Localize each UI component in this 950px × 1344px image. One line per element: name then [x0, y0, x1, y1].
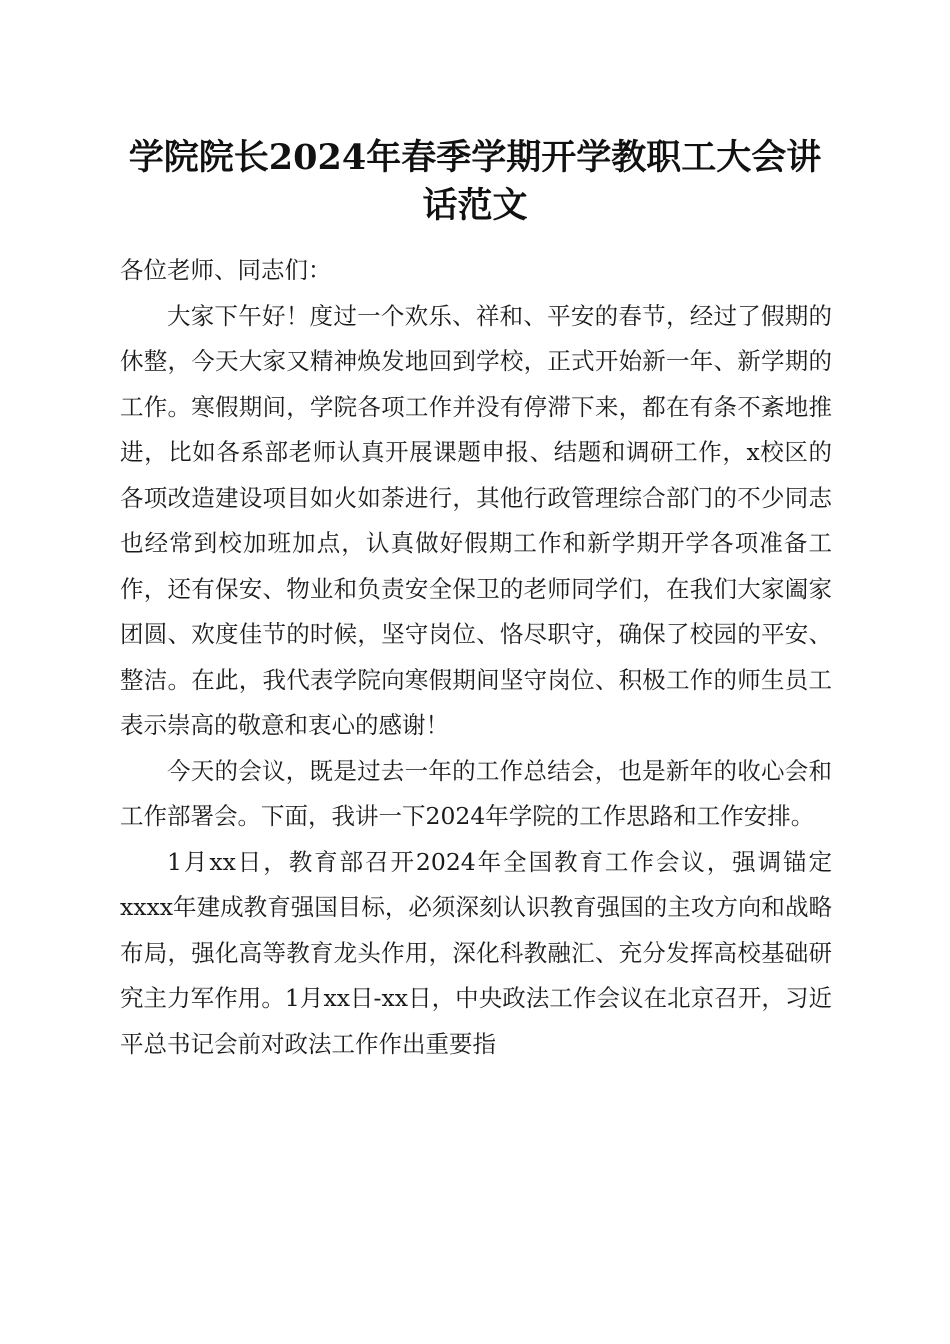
document-title: 学院院长2024年春季学期开学教职工大会讲话范文	[128, 137, 822, 226]
document-body	[120, 248, 832, 1067]
salutation: 各位老师、同志们：	[120, 256, 332, 284]
paragraph: 大家下午好！度过一个欢乐、祥和、平安的春节，经过了假期的休整，今天大家又精神焕发地回到学校，正式开始新一年、新学期的工作。寒假期间，学院各项工作并没有停滞下来，都在有条不紊地推进，比如各系部老师认真开展课题申报、结题和调研工作，x校区的各项改造建设项目如火如荼进行，其他行政管理综合部门的不少同志也经常到校加班加点，认真做好假期工作和新学期开学各项准备工作，还有保安、物业和负责安全保卫的老师同学们，在我们大家阖家团圆、欢度佳节的时候，坚守岗位、恪尽职守，确保了校园的平安、整洁。在此，我代表学院向寒假期间坚守岗位、积极工作的师生员工表示崇高的敬意和衷心的感谢！	[120, 301, 832, 739]
paragraph: 今天的会议，既是过去一年的工作总结会，也是新年的收心会和工作部署会。下面，我讲一下2024年学院的工作思路和工作安排。	[120, 756, 832, 830]
paragraph: 1月xx日，教育部召开2024年全国教育工作会议，强调锚定xxxx年建成教育强国目标，必须深刻认识教育强国的主攻方向和战略布局，强化高等教育龙头作用，深化科教融汇、充分发挥高校基础研究主力军作用。1月xx日-xx日，中央政法工作会议在北京召开，习近平总书记会前对政法工作作出重要指	[120, 847, 832, 1058]
